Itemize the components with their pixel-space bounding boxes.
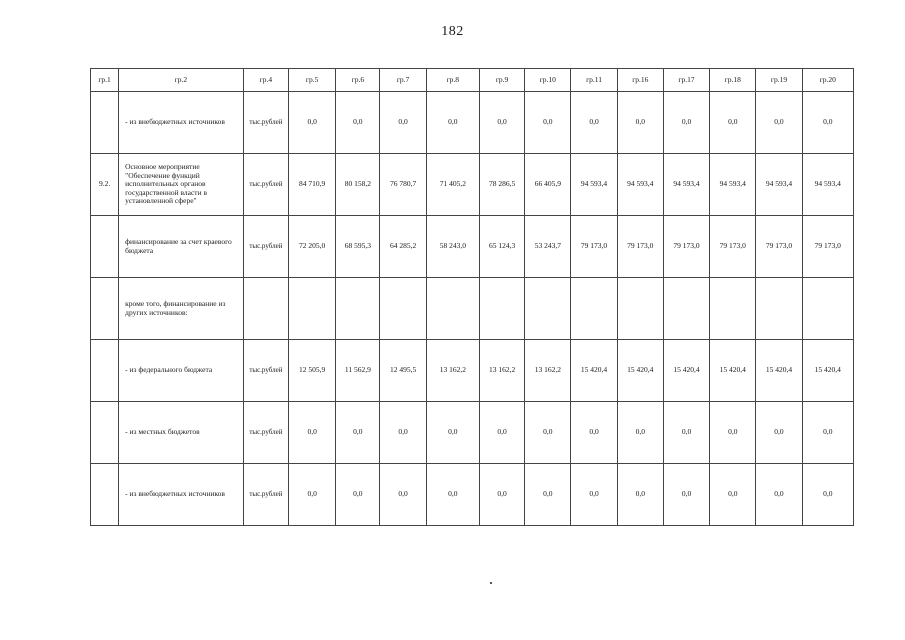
value-cell: 0,0 (802, 464, 853, 526)
value-cell: 15 420,4 (571, 340, 617, 402)
value-cell: 0,0 (710, 92, 756, 154)
value-cell: 0,0 (426, 402, 479, 464)
value-cell: 0,0 (571, 92, 617, 154)
value-cell: 0,0 (479, 464, 524, 526)
value-cell (802, 278, 853, 340)
value-cell: 94 593,4 (756, 154, 802, 216)
value-cell: 0,0 (802, 92, 853, 154)
column-header: гр.6 (336, 69, 380, 92)
value-cell (663, 278, 709, 340)
value-cell: 0,0 (663, 464, 709, 526)
table-body (91, 92, 854, 526)
value-cell: 0,0 (617, 464, 663, 526)
value-cell: 0,0 (380, 92, 426, 154)
value-cell: 0,0 (617, 92, 663, 154)
value-cell: 0,0 (525, 402, 571, 464)
value-cell: 0,0 (663, 92, 709, 154)
column-header: гр.20 (802, 69, 853, 92)
value-cell: 0,0 (289, 92, 336, 154)
value-cell: 0,0 (426, 464, 479, 526)
row-number-cell: 9.2. (91, 154, 119, 216)
value-cell: 94 593,4 (617, 154, 663, 216)
table-row (91, 92, 854, 154)
row-number-cell (91, 340, 119, 402)
value-cell: 79 173,0 (663, 216, 709, 278)
row-name-cell: - из внебюджетных источников (119, 92, 244, 154)
value-cell (617, 278, 663, 340)
header-row (91, 69, 854, 92)
value-cell: 12 495,5 (380, 340, 426, 402)
value-cell: 79 173,0 (571, 216, 617, 278)
value-cell: 12 505,9 (289, 340, 336, 402)
value-cell (479, 278, 524, 340)
value-cell (426, 278, 479, 340)
column-header: гр.10 (525, 69, 571, 92)
unit-cell (243, 278, 288, 340)
value-cell: 0,0 (289, 402, 336, 464)
value-cell: 79 173,0 (802, 216, 853, 278)
unit-cell: тыс.рублей (243, 92, 288, 154)
value-cell (710, 278, 756, 340)
column-header: гр.5 (289, 69, 336, 92)
value-cell: 0,0 (663, 402, 709, 464)
table-row (91, 154, 854, 216)
row-name-cell: - из внебюджетных источников (119, 464, 244, 526)
table-row (91, 278, 854, 340)
column-header: гр.16 (617, 69, 663, 92)
value-cell: 0,0 (479, 92, 524, 154)
value-cell: 13 162,2 (479, 340, 524, 402)
column-header: гр.4 (243, 69, 288, 92)
value-cell: 0,0 (617, 402, 663, 464)
value-cell: 68 595,3 (336, 216, 380, 278)
value-cell: 0,0 (525, 92, 571, 154)
table-row (91, 216, 854, 278)
value-cell: 0,0 (336, 92, 380, 154)
row-name-cell: Основное мероприятие "Обеспечение функций исполнительных органов государственной власти в установленной сфере" (119, 154, 244, 216)
table-row (91, 464, 854, 526)
value-cell: 64 285,2 (380, 216, 426, 278)
column-header: гр.17 (663, 69, 709, 92)
value-cell: 0,0 (710, 464, 756, 526)
value-cell: 15 420,4 (663, 340, 709, 402)
value-cell: 0,0 (802, 402, 853, 464)
value-cell: 0,0 (380, 464, 426, 526)
value-cell: 78 286,5 (479, 154, 524, 216)
value-cell: 0,0 (289, 464, 336, 526)
value-cell: 94 593,4 (663, 154, 709, 216)
column-header: гр.2 (119, 69, 244, 92)
value-cell: 11 562,9 (336, 340, 380, 402)
budget-table (90, 68, 854, 526)
value-cell: 79 173,0 (617, 216, 663, 278)
value-cell: 0,0 (571, 402, 617, 464)
value-cell (756, 278, 802, 340)
column-header: гр.11 (571, 69, 617, 92)
value-cell: 0,0 (525, 464, 571, 526)
value-cell: 94 593,4 (710, 154, 756, 216)
value-cell: 15 420,4 (710, 340, 756, 402)
unit-cell: тыс.рублей (243, 464, 288, 526)
value-cell: 0,0 (336, 402, 380, 464)
table-row (91, 402, 854, 464)
value-cell: 0,0 (426, 92, 479, 154)
row-number-cell (91, 464, 119, 526)
column-header: гр.18 (710, 69, 756, 92)
value-cell: 58 243,0 (426, 216, 479, 278)
value-cell: 0,0 (571, 464, 617, 526)
column-header: гр.9 (479, 69, 524, 92)
value-cell: 94 593,4 (802, 154, 853, 216)
value-cell: 0,0 (479, 402, 524, 464)
value-cell: 15 420,4 (802, 340, 853, 402)
row-number-cell (91, 216, 119, 278)
row-number-cell (91, 278, 119, 340)
value-cell (525, 278, 571, 340)
unit-cell: тыс.рублей (243, 154, 288, 216)
value-cell: 80 158,2 (336, 154, 380, 216)
value-cell (380, 278, 426, 340)
value-cell (571, 278, 617, 340)
value-cell (289, 278, 336, 340)
unit-cell: тыс.рублей (243, 402, 288, 464)
unit-cell: тыс.рублей (243, 216, 288, 278)
value-cell: 0,0 (710, 402, 756, 464)
value-cell: 66 405,9 (525, 154, 571, 216)
column-header: гр.1 (91, 69, 119, 92)
value-cell: 53 243,7 (525, 216, 571, 278)
column-header: гр.19 (756, 69, 802, 92)
table-row (91, 340, 854, 402)
value-cell: 13 162,2 (426, 340, 479, 402)
row-name-cell: - из местных бюджетов (119, 402, 244, 464)
row-name-cell: - из федерального бюджета (119, 340, 244, 402)
value-cell: 65 124,3 (479, 216, 524, 278)
value-cell: 0,0 (756, 402, 802, 464)
value-cell: 0,0 (756, 464, 802, 526)
page-number: 182 (441, 24, 464, 39)
value-cell: 79 173,0 (710, 216, 756, 278)
value-cell: 72 205,0 (289, 216, 336, 278)
value-cell: 0,0 (380, 402, 426, 464)
value-cell: 76 780,7 (380, 154, 426, 216)
value-cell: 79 173,0 (756, 216, 802, 278)
value-cell: 15 420,4 (756, 340, 802, 402)
value-cell: 15 420,4 (617, 340, 663, 402)
row-number-cell (91, 92, 119, 154)
unit-cell: тыс.рублей (243, 340, 288, 402)
value-cell: 0,0 (336, 464, 380, 526)
value-cell: 84 710,9 (289, 154, 336, 216)
value-cell: 13 162,2 (525, 340, 571, 402)
value-cell: 0,0 (756, 92, 802, 154)
value-cell: 94 593,4 (571, 154, 617, 216)
row-name-cell: финансирование за счет краевого бюджета (119, 216, 244, 278)
value-cell: 71 405,2 (426, 154, 479, 216)
column-header: гр.8 (426, 69, 479, 92)
column-header: гр.7 (380, 69, 426, 92)
value-cell (336, 278, 380, 340)
stray-dot (490, 582, 492, 584)
row-name-cell: кроме того, финансирование из других источников: (119, 278, 244, 340)
row-number-cell (91, 402, 119, 464)
